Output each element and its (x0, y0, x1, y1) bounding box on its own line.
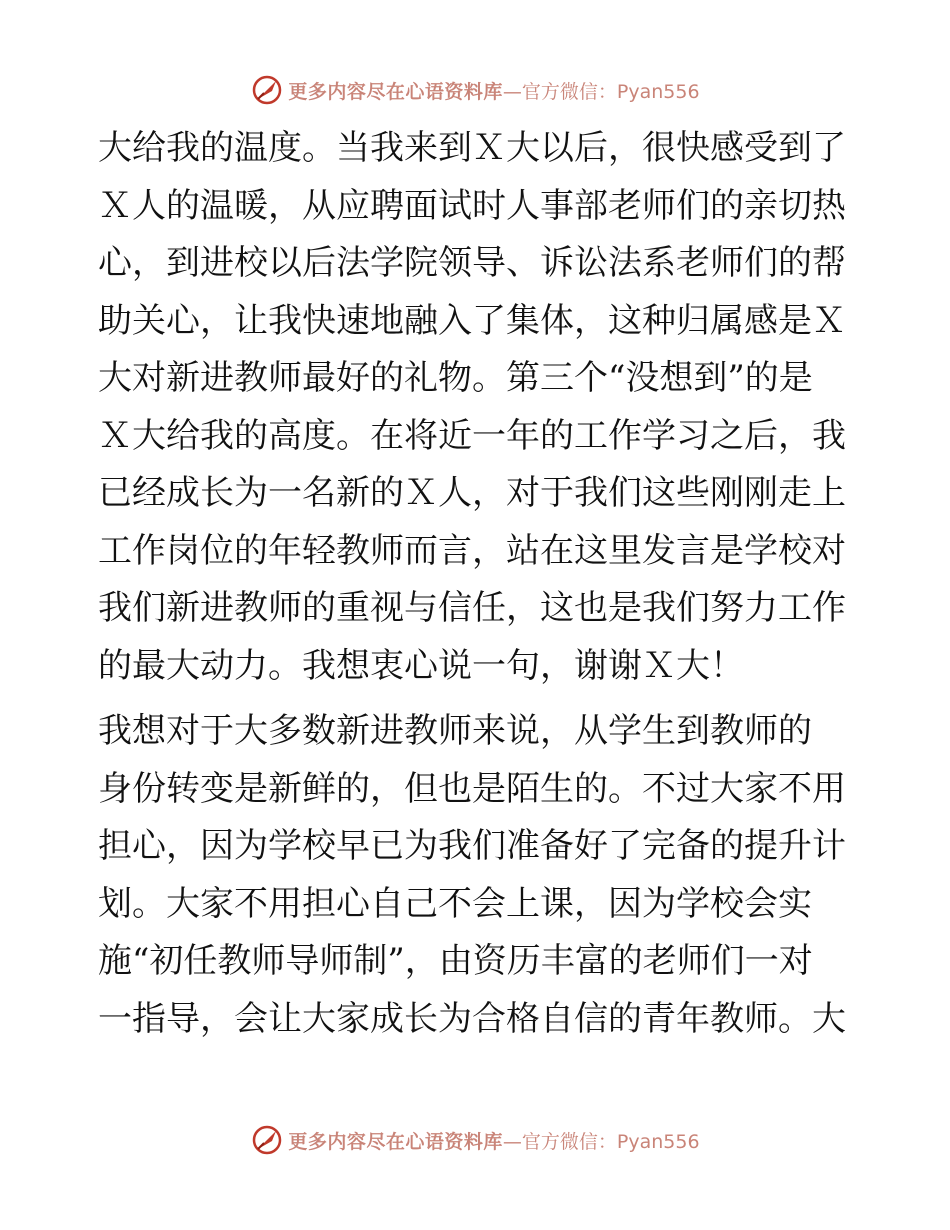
header-banner (0, 70, 950, 110)
text-line: 的最大动力。我想衷心说一句，谢谢Ｘ大！ (98, 645, 744, 686)
document-body (98, 120, 858, 1048)
text-line: 工作岗位的年轻教师而言，站在这里发言是学校对 (98, 530, 846, 571)
text-line: 身份转变是新鲜的，但也是陌生的。不过大家不用 (98, 768, 846, 809)
text-line: 已经成长为一名新的Ｘ人，对于我们这些刚刚走上 (98, 473, 846, 513)
text-line: 心，到进校以后法学院领导、诉讼法系老师们的帮 (98, 243, 846, 283)
text-line: 一指导，会让大家成长为合格自信的青年教师。大 (98, 998, 846, 1039)
footer-banner (0, 1120, 950, 1160)
header-slogan: 更多内容尽在心语资料库 (288, 80, 503, 103)
text-line: 担心，因为学校早已为我们准备好了完备的提升计 (98, 826, 846, 866)
text-line: 助关心，让我快速地融入了集体，这种归属感是Ｘ (98, 300, 846, 341)
text-line: 我们新进教师的重视与信任，这也是我们努力工作 (98, 588, 846, 628)
text-line: Ｘ大给我的高度。在将近一年的工作学习之后，我 (98, 415, 846, 456)
text-line: Ｘ人的温暖，从应聘面试时人事部老师们的亲切热 (98, 185, 846, 226)
text-line: 我想对于大多数新进教师来说，从学生到教师的 (98, 711, 812, 751)
paragraph-1 (98, 120, 858, 695)
text-line: 施“初任教师导师制”，由资历丰富的老师们一对 (98, 941, 813, 981)
footer-slogan: 更多内容尽在心语资料库 (288, 1130, 503, 1153)
footer-contact: —官方微信：Pyan556 (502, 1130, 700, 1153)
header-contact: —官方微信：Pyan556 (502, 80, 700, 103)
text-line: 划。大家不用担心自己不会上课，因为学校会实 (98, 883, 812, 924)
quill-logo-icon (250, 1123, 284, 1157)
text-line: 大对新进教师最好的礼物。第三个“没想到”的是 (98, 358, 813, 398)
text-line: 大给我的温度。当我来到Ｘ大以后，很快感受到了 (98, 128, 846, 168)
quill-logo-icon (250, 73, 284, 107)
paragraph-2 (98, 703, 858, 1048)
